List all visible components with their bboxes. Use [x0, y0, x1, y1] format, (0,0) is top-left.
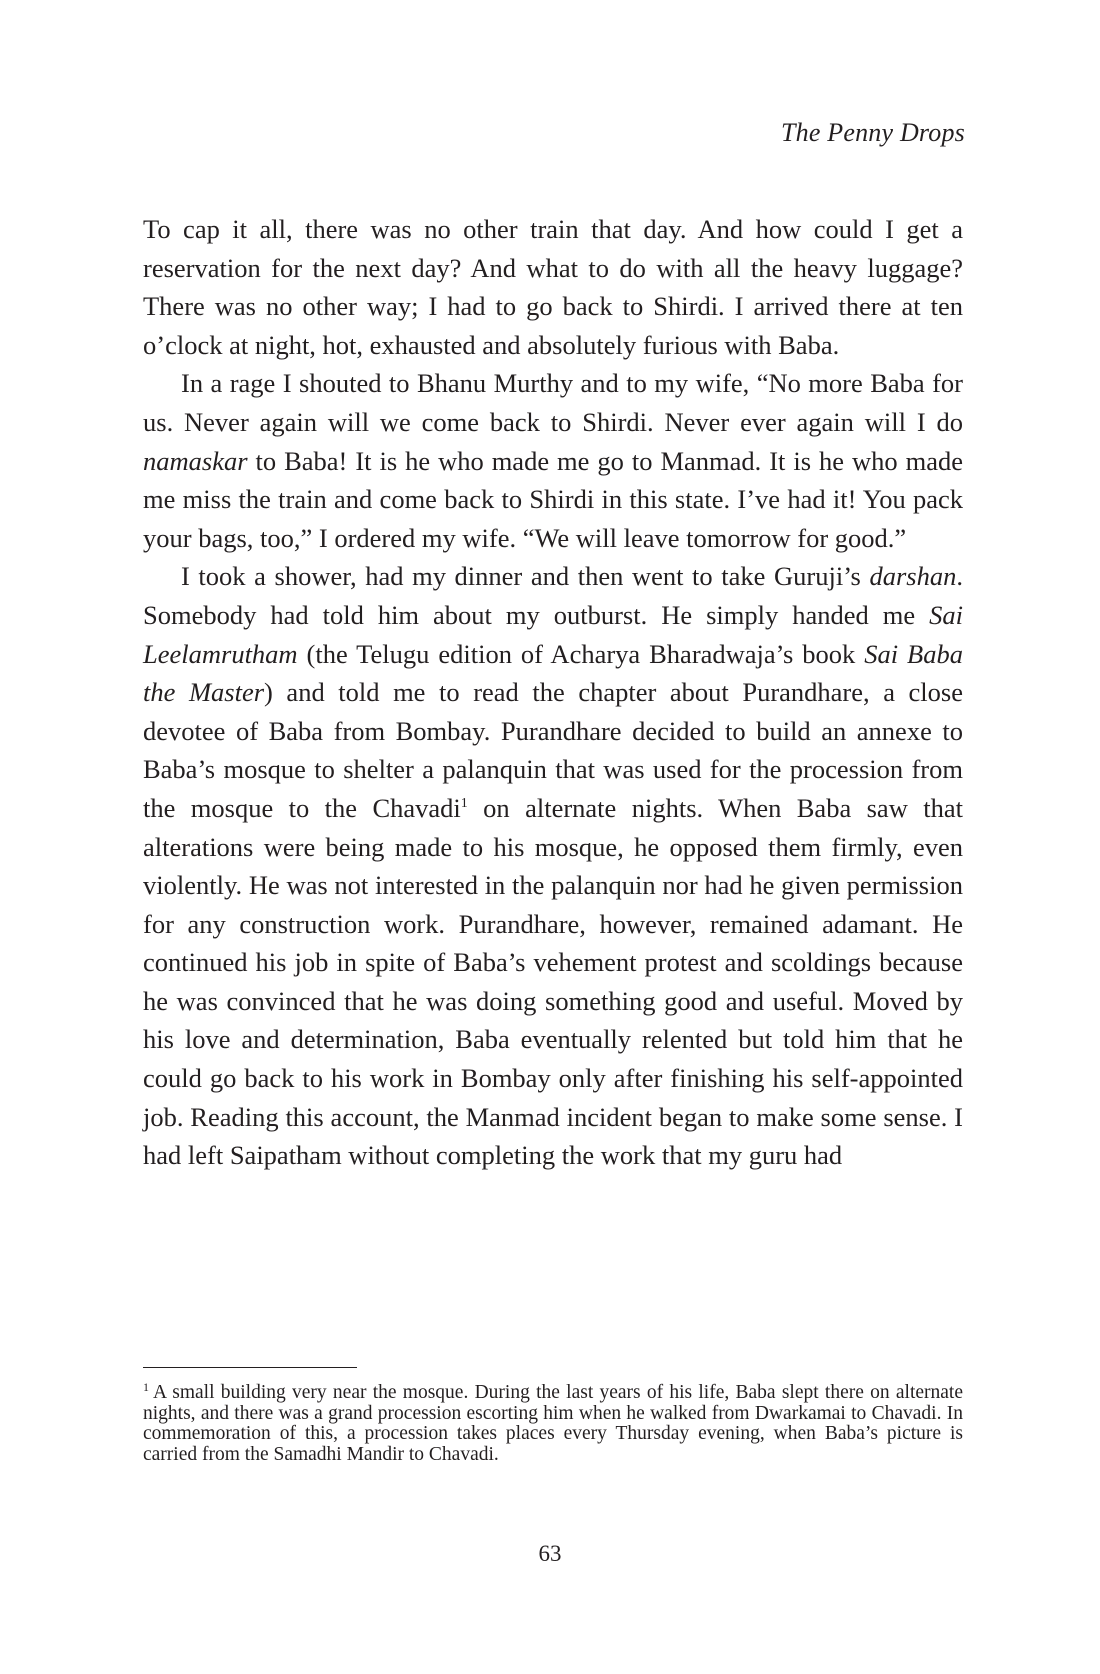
- footnote-marker: 1: [143, 1380, 149, 1394]
- text-run: to Baba! It is he who made me go to Manmad. It is he who made me miss the train and come back to Shirdi in this state. I’ve had it! You pack your bags, too,” I ordered my wife. “We will leave tomorrow for good.”: [143, 445, 963, 553]
- paragraph: [143, 364, 963, 557]
- italic-term: Sai Baba the Master: [143, 638, 963, 708]
- text-run: To cap it all, there was no other train that day. And how could I get a reservation for the next day? And what to do with all the heavy luggage? There was no other way; I had to go back to Shirdi. I arrived there at ten o’clock at night, hot, exhausted and absolutely furious with Baba.: [143, 214, 963, 360]
- text-run: . Somebody had told him about my outburst. He simply handed me: [143, 561, 963, 630]
- footnote: [143, 1380, 963, 1465]
- text-run: I took a shower, had my dinner and then went to take Guruji’s: [181, 561, 870, 592]
- footnote-text: A small building very near the mosque. During the last years of his life, Baba slept there on alternate nights, and there was a grand procession escorting him when he walked from Dwarkamai to Chavadi. In commemoration of this, a procession takes places every Thursday evening, when Baba’s picture is carried from the Samadhi Mandir to Chavadi.: [143, 1382, 963, 1465]
- page-number: 63: [538, 1541, 562, 1566]
- paragraph: [143, 557, 963, 1175]
- footnote-rule: [143, 1367, 357, 1368]
- footnote-reference: 1: [460, 795, 468, 811]
- italic-term: darshan: [869, 561, 957, 592]
- paragraph: [143, 210, 963, 364]
- running-head: The Penny Drops: [780, 118, 965, 147]
- body-text: [143, 210, 963, 1175]
- italic-term: namaskar: [143, 445, 248, 476]
- text-run: on alternate nights. When Baba saw that alterations were being made to his mosque, he opposed them firmly, even violently. He was not interested in the palanquin nor had he given permission for any construction work. Purandhare, however, remained adamant. He continued his job in spite of Baba’s vehement protest and scoldings because he was convinced that he was doing something good and useful. Moved by his love and determination, Baba eventually relented but told him that he could go back to his work in Bombay only after finishing his self-appointed job. Reading this account, the Manmad incident began to make some sense. I had left Saipatham without completing the work that my guru had: [143, 792, 963, 1171]
- text-run: (the Telugu edition of Acharya Bharadwaja’s book: [297, 638, 865, 669]
- text-run: ) and told me to read the chapter about Purandhare, a close devotee of Baba from Bombay. Purandhare decided to build an annexe to Baba’s mosque to shelter a palanquin that was used for the procession from the mosque to the Chavadi: [143, 677, 963, 823]
- text-run: In a rage I shouted to Bhanu Murthy and to my wife, “No more Baba for us. Never again will we come back to Shirdi. Never ever again will I do: [143, 368, 963, 437]
- italic-term: Sai Leelamrutham: [143, 599, 963, 669]
